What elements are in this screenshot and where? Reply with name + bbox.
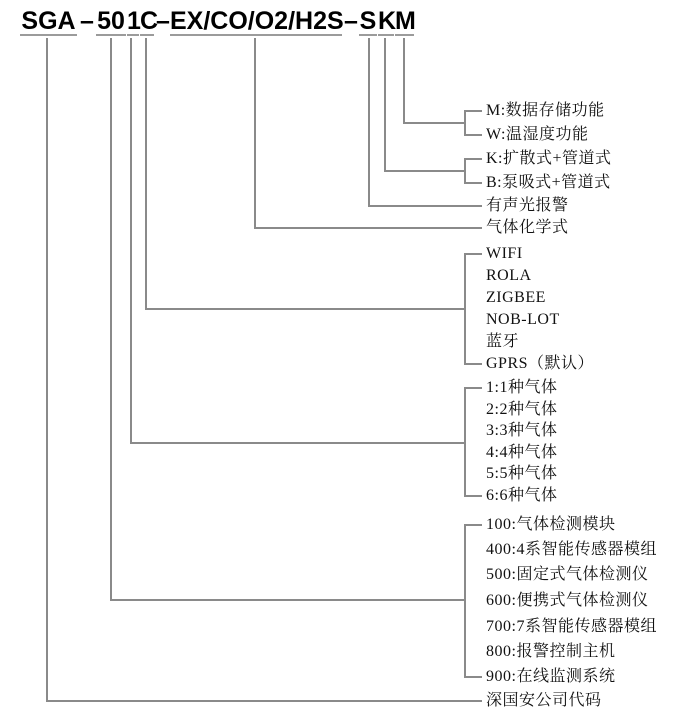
legend-series-option: 500:固定式气体检测仪 (486, 566, 649, 583)
legend-comm-option: ZIGBEE (486, 289, 546, 306)
legend-series-option: 400:4系智能传感器模组 (486, 541, 657, 558)
code-dash: – (80, 7, 94, 35)
connector-gases-horizontal (254, 227, 482, 229)
code-dash: – (156, 7, 170, 35)
connector-sampling-horizontal (384, 170, 465, 172)
legend-gas-formula: 气体化学式 (486, 219, 569, 236)
code-segment-company: SGA (21, 7, 76, 35)
connector-alarm-vertical (368, 38, 370, 207)
bracket-tick (464, 182, 482, 184)
connector-sampling-vertical (384, 38, 386, 172)
legend-comm-option: GPRS（默认） (486, 355, 595, 372)
bracket-tick (464, 134, 482, 136)
legend-series-option: 700:7系智能传感器模组 (486, 618, 657, 635)
code-segment-alarm: S (359, 7, 377, 35)
legend-alarm: 有声光报警 (486, 197, 569, 214)
legend-comm-option: 蓝牙 (486, 333, 520, 350)
bracket-tick (464, 495, 482, 497)
legend-comm-option: ROLA (486, 267, 532, 284)
code-dash: – (344, 7, 358, 35)
bracket-tick (464, 363, 482, 365)
connector-series-vertical (110, 38, 112, 601)
code-segment-gases: EX/CO/O2/H2S (170, 7, 344, 35)
code-segment-gas-count: 1 (127, 7, 141, 35)
bracket-tick (464, 110, 482, 112)
connector-series-horizontal (110, 599, 465, 601)
legend-gas-count-option: 4:4种气体 (486, 444, 558, 461)
bracket-tick (464, 253, 482, 255)
bracket-tick (464, 524, 482, 526)
legend-storage-option: W:温湿度功能 (486, 126, 589, 143)
legend-gas-count-option: 6:6种气体 (486, 487, 558, 504)
code-segment-series: 50 (97, 7, 125, 35)
connector-gas-count-horizontal (130, 442, 465, 444)
bracket-gas-count-options (464, 387, 466, 497)
connector-gases-vertical (254, 38, 256, 229)
connector-comm-horizontal (145, 308, 465, 310)
legend-storage-option: M:数据存储功能 (486, 102, 605, 119)
code-segment-storage: M (395, 7, 416, 35)
legend-gas-count-option: 2:2种气体 (486, 401, 558, 418)
bracket-tick (464, 676, 482, 678)
bracket-series-options (464, 524, 466, 678)
bracket-comm-options (464, 253, 466, 365)
legend-gas-count-option: 3:3种气体 (486, 422, 558, 439)
connector-comm-vertical (145, 38, 147, 310)
legend-gas-count-option: 5:5种气体 (486, 465, 558, 482)
legend-sampling-option: K:扩散式+管道式 (486, 150, 612, 167)
legend-company-code: 深国安公司代码 (486, 692, 602, 709)
legend-gas-count-option: 1:1种气体 (486, 379, 558, 396)
bracket-sampling-options (464, 158, 466, 184)
bracket-tick (464, 158, 482, 160)
connector-company-vertical (46, 38, 48, 702)
legend-series-option: 900:在线监测系统 (486, 668, 616, 685)
legend-comm-option: NOB-LOT (486, 311, 560, 328)
bracket-storage-options (464, 110, 466, 136)
legend-series-option: 100:气体检测模块 (486, 516, 616, 533)
connector-alarm-horizontal (368, 205, 482, 207)
connector-storage-horizontal (403, 122, 465, 124)
legend-series-option: 800:报警控制主机 (486, 643, 616, 660)
connector-storage-vertical (403, 38, 405, 124)
bracket-tick (464, 387, 482, 389)
connector-gas-count-vertical (130, 38, 132, 444)
legend-series-option: 600:便携式气体检测仪 (486, 592, 649, 609)
legend-comm-option: WIFI (486, 245, 523, 262)
code-segment-sampling: K (378, 7, 397, 35)
code-segment-comm: C (140, 7, 159, 35)
legend-sampling-option: B:泵吸式+管道式 (486, 174, 611, 191)
connector-company-horizontal (46, 700, 482, 702)
